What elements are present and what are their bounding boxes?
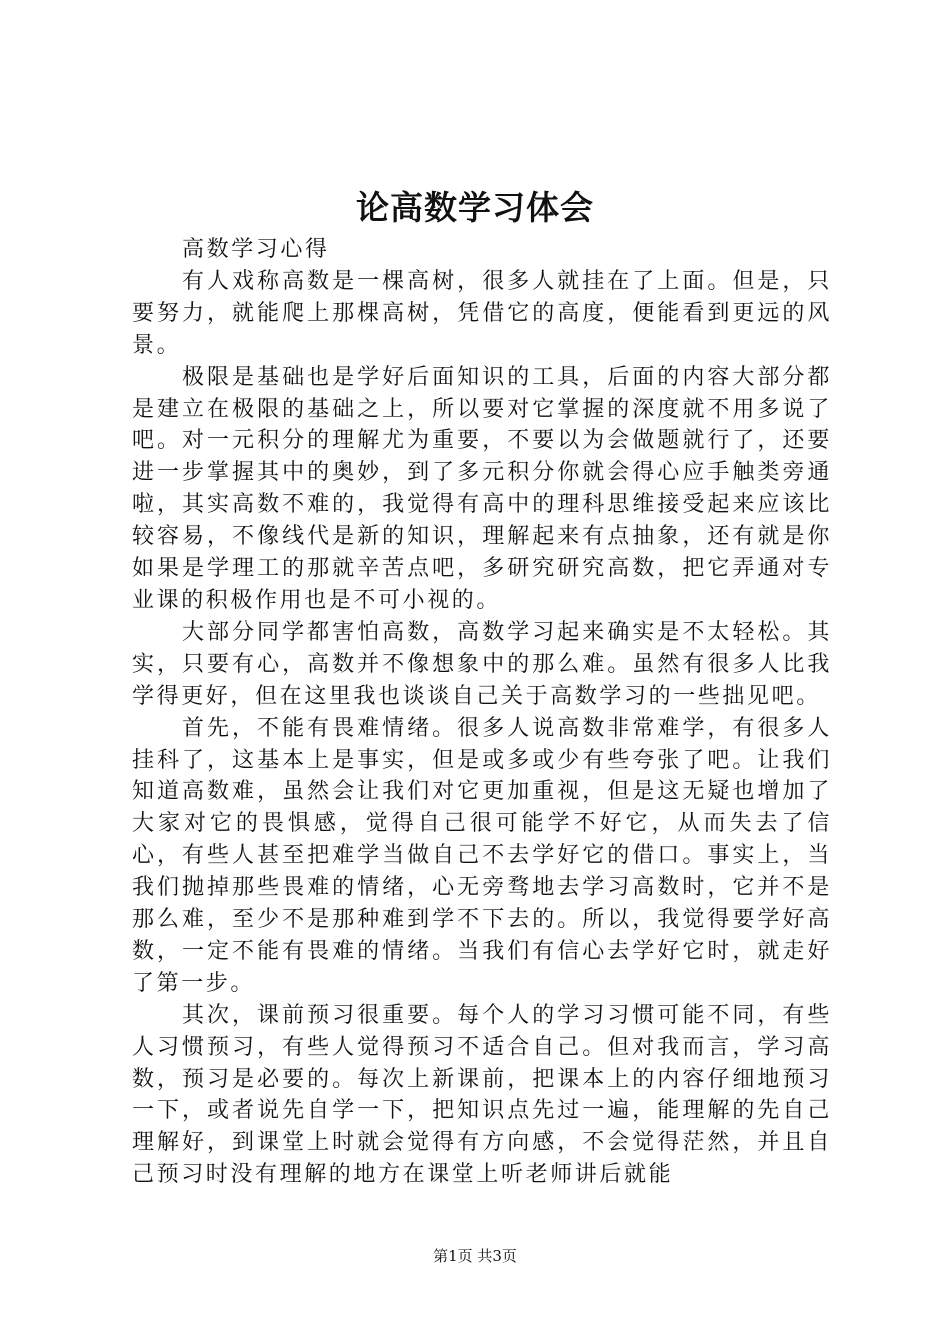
paragraph: 大部分同学都害怕高数，高数学习起来确实是不太轻松。其实，只要有心，高数并不像想象中的那么难。虽然有很多人比我学得更好，但在这里我也谈谈自己关于高数学习的一些拙见吧。 bbox=[132, 619, 832, 709]
paragraph: 首先，不能有畏难情绪。很多人说高数非常难学，有很多人挂科了，这基本上是事实，但是或多或少有些夸张了吧。让我们知道高数难，虽然会让我们对它更加重视，但是这无疑也增加了大家对它的畏惧感，觉得自己很可能学不好它，从而失去了信心，有些人甚至把难学当做自己不去学好它的借口。事实上，当我们抛掉那些畏难的情绪，心无旁骛地去学习高数时，它并不是那么难，至少不是那种难到学不下去的。所以，我觉得要学好高数，一定不能有畏难的情绪。当我们有信心去学好它时，就走好了第一步。 bbox=[132, 715, 832, 996]
paragraph-subtitle: 高数学习心得 bbox=[182, 237, 330, 262]
document-body bbox=[132, 234, 832, 1191]
paragraph: 极限是基础也是学好后面知识的工具，后面的内容大部分都是建立在极限的基础之上，所以要对它掌握的深度就不用多说了吧。对一元积分的理解尤为重要，不要以为会做题就行了，还要进一步掌握其中的奥妙，到了多元积分你就会得心应手触类旁通啦，其实高数不难的，我觉得有高中的理科思维接受起来应该比较容易，不像线代是新的知识，理解起来有点抽象，还有就是你如果是学理工的那就辛苦点吧，多研究研究高数，把它弄通对专业课的积极作用也是不可小视的。 bbox=[132, 364, 832, 613]
paragraph: 有人戏称高数是一棵高树，很多人就挂在了上面。但是，只要努力，就能爬上那棵高树，凭借它的高度，便能看到更远的风景。 bbox=[132, 268, 832, 358]
page-footer: 第1页 共3页 bbox=[433, 1247, 517, 1265]
document-title: 论高数学习体会 bbox=[356, 188, 594, 227]
paragraph: 其次，课前预习很重要。每个人的学习习惯可能不同，有些人习惯预习，有些人觉得预习不适合自己。但对我而言，学习高数，预习是必要的。每次上新课前，把课本上的内容仔细地预习一下，或者说先自学一下，把知识点先过一遍，能理解的先自己理解好，到课堂上时就会觉得有方向感，不会觉得茫然，并且自己预习时没有理解的地方在课堂上听老师讲后就能 bbox=[132, 1002, 832, 1188]
